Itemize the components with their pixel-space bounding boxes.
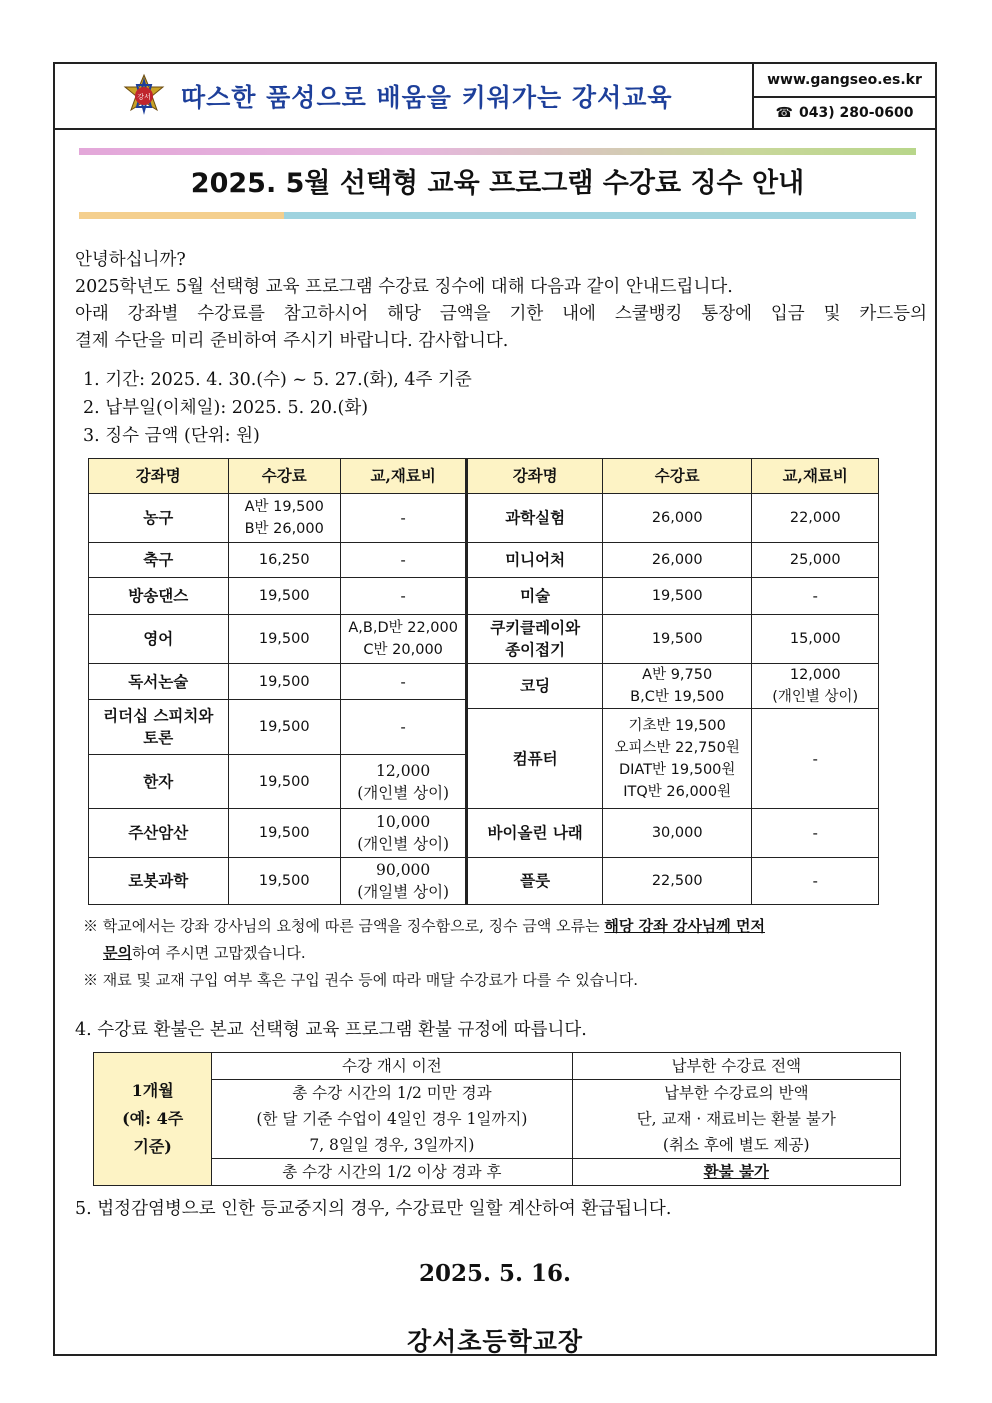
course-fee: 26,000 [602, 494, 752, 543]
school-phone [754, 98, 935, 128]
course-material: 12,000 (개인별 상이) [340, 755, 466, 809]
refund-amount: 환불 불가 [572, 1159, 900, 1186]
course-name: 바이올린 나래 [467, 809, 603, 858]
course-material: - [340, 700, 466, 755]
course-name: 리더십 스피치와 토론 [89, 700, 229, 755]
course-material: - [340, 664, 466, 700]
svg-text:강서: 강서 [137, 93, 151, 101]
course-name: 로봇과학 [89, 858, 229, 905]
refund-table [93, 1052, 901, 1186]
phone-icon: ☎ [775, 105, 793, 121]
title-top-rule [79, 148, 916, 155]
course-name: 미술 [467, 578, 603, 615]
table-row [89, 578, 879, 615]
refund-condition: 수강 개시 이전 [212, 1053, 572, 1080]
course-fee: A반 9,750 B,C반 19,500 [602, 664, 752, 709]
refund-condition: 총 수강 시간의 1/2 이상 경과 후 [212, 1159, 572, 1186]
course-material: - [340, 494, 466, 543]
course-name: 컴퓨터 [467, 709, 603, 809]
course-name: 영어 [89, 615, 229, 664]
header-fee: 수강료 [602, 459, 752, 494]
course-fee: 19,500 [228, 809, 340, 858]
header-material: 교,재료비 [752, 459, 879, 494]
fee-table-header [89, 459, 879, 494]
note-material-variance: ※ 재료 및 교재 구입 여부 혹은 구입 권수 등에 따라 매달 수강료가 다를 수 있습니다. [83, 971, 638, 989]
course-material: - [752, 709, 879, 809]
course-name: 코딩 [467, 664, 603, 709]
title-banner [79, 148, 916, 220]
course-material: - [752, 809, 879, 858]
header-course: 강좌명 [467, 459, 603, 494]
course-fee: 19,500 [228, 615, 340, 664]
greeting-paragraph [75, 247, 935, 355]
school-website[interactable]: www.gangseo.es.kr [754, 64, 935, 98]
course-material: 25,000 [752, 543, 879, 578]
course-fee: 19,500 [228, 858, 340, 905]
course-name: 한자 [89, 755, 229, 809]
course-material: 22,000 [752, 494, 879, 543]
course-material: A,B,D반 22,000 C반 20,000 [340, 615, 466, 664]
refund-heading: 4. 수강료 환불은 본교 선택형 교육 프로그램 환불 규정에 따릅니다. [75, 1020, 587, 1040]
contact-cell [754, 64, 935, 128]
info-list [83, 366, 472, 450]
course-name: 과학실험 [467, 494, 603, 543]
course-fee: 19,500 [228, 578, 340, 615]
info-period: 1. 기간: 2025. 4. 30.(수) ~ 5. 27.(화), 4주 기준 [83, 370, 472, 390]
document-frame [53, 62, 937, 1356]
course-fee: 22,500 [602, 858, 752, 905]
school-motto: 따스한 품성으로 배움을 키워가는 강서교육 [181, 83, 673, 112]
table-row [89, 543, 879, 578]
issue-date: 2025. 5. 16. [418, 1260, 572, 1287]
table-row [89, 809, 879, 858]
course-fee: 26,000 [602, 543, 752, 578]
note-contact-teacher-cont: 문의하여 주시면 고맙겠습니다. [103, 944, 306, 962]
phone-number: 043) 280-0600 [798, 105, 914, 121]
course-material: - [340, 543, 466, 578]
signer: 강서초등학교장 [406, 1327, 584, 1356]
course-material: - [752, 578, 879, 615]
course-material: 10,000 (개인별 상이) [340, 809, 466, 858]
course-material: - [340, 578, 466, 615]
table-row [89, 494, 879, 543]
course-name: 농구 [89, 494, 229, 543]
rule-infectious-disease: 5. 법정감염병으로 인한 등교중지의 경우, 수강료만 일할 계산하여 환급됩니다. [75, 1199, 672, 1219]
note-contact-teacher: ※ 학교에서는 강좌 강사님의 요청에 따른 금액을 징수함으로, 징수 금액 오류는 해당 강좌 강사님께 먼저 [83, 917, 765, 935]
title-bottom-rule-left [79, 212, 284, 219]
letterhead [55, 64, 935, 130]
fee-table [88, 458, 879, 905]
course-fee: 19,500 [228, 755, 340, 809]
greeting-line: 안녕하십니까? [75, 250, 186, 270]
notes [83, 913, 923, 994]
header-material: 교,재료비 [340, 459, 466, 494]
document-title: 2025. 5월 선택형 교육 프로그램 수강료 징수 안내 [190, 168, 805, 199]
letterhead-motto-cell [55, 64, 754, 128]
info-due-date: 2. 납부일(이체일): 2025. 5. 20.(화) [83, 398, 369, 418]
course-fee: 19,500 [602, 615, 752, 664]
table-row [94, 1053, 901, 1080]
table-row [94, 1159, 901, 1186]
course-name: 축구 [89, 543, 229, 578]
refund-amount: 납부한 수강료의 반액 단, 교재 · 재료비는 환불 불가 (취소 후에 별도 제공) [572, 1080, 900, 1159]
intro-line: 결제 수단을 미리 준비하여 주시기 바랍니다. 감사합니다. [75, 331, 509, 351]
table-row [94, 1080, 901, 1159]
course-name: 쿠키클레이와 종이접기 [467, 615, 603, 664]
course-material: 90,000 (개일별 상이) [340, 858, 466, 905]
course-name: 미니어처 [467, 543, 603, 578]
course-fee: 19,500 [602, 578, 752, 615]
course-fee: A반 19,500 B반 26,000 [228, 494, 340, 543]
table-row [89, 664, 879, 700]
table-row [89, 858, 879, 905]
course-fee: 16,250 [228, 543, 340, 578]
course-material: - [752, 858, 879, 905]
refund-amount: 납부한 수강료 전액 [572, 1053, 900, 1080]
intro-line: 아래 강좌별 수강료를 참고하시어 해당 금액을 기한 내에 스쿨뱅킹 통장에 입금 및 카드등의 [75, 304, 927, 324]
header-course: 강좌명 [89, 459, 229, 494]
title-bottom-rule-right [284, 212, 916, 219]
info-amount-heading: 3. 징수 금액 (단위: 원) [83, 426, 260, 446]
course-fee: 19,500 [228, 664, 340, 700]
course-material: 15,000 [752, 615, 879, 664]
course-fee: 19,500 [228, 700, 340, 755]
school-emblem-icon [121, 73, 167, 119]
course-fee: 기초반 19,500 오피스반 22,750원 DIAT반 19,500원 ITQ반 26,000원 [602, 709, 752, 809]
table-row [89, 615, 879, 664]
header-fee: 수강료 [228, 459, 340, 494]
refund-condition: 총 수강 시간의 1/2 미만 경과 (한 달 기준 수업이 4일인 경우 1일까지) 7, 8일일 경우, 3일까지) [212, 1080, 572, 1159]
course-name: 방송댄스 [89, 578, 229, 615]
course-name: 독서논술 [89, 664, 229, 700]
course-fee: 30,000 [602, 809, 752, 858]
refund-period: 1개월 (예: 4주 기준) [94, 1053, 212, 1186]
course-name: 플룻 [467, 858, 603, 905]
intro-line: 2025학년도 5월 선택형 교육 프로그램 수강료 징수에 대해 다음과 같이 안내드립니다. [75, 277, 733, 297]
course-name: 주산암산 [89, 809, 229, 858]
course-material: 12,000 (개인별 상이) [752, 664, 879, 709]
